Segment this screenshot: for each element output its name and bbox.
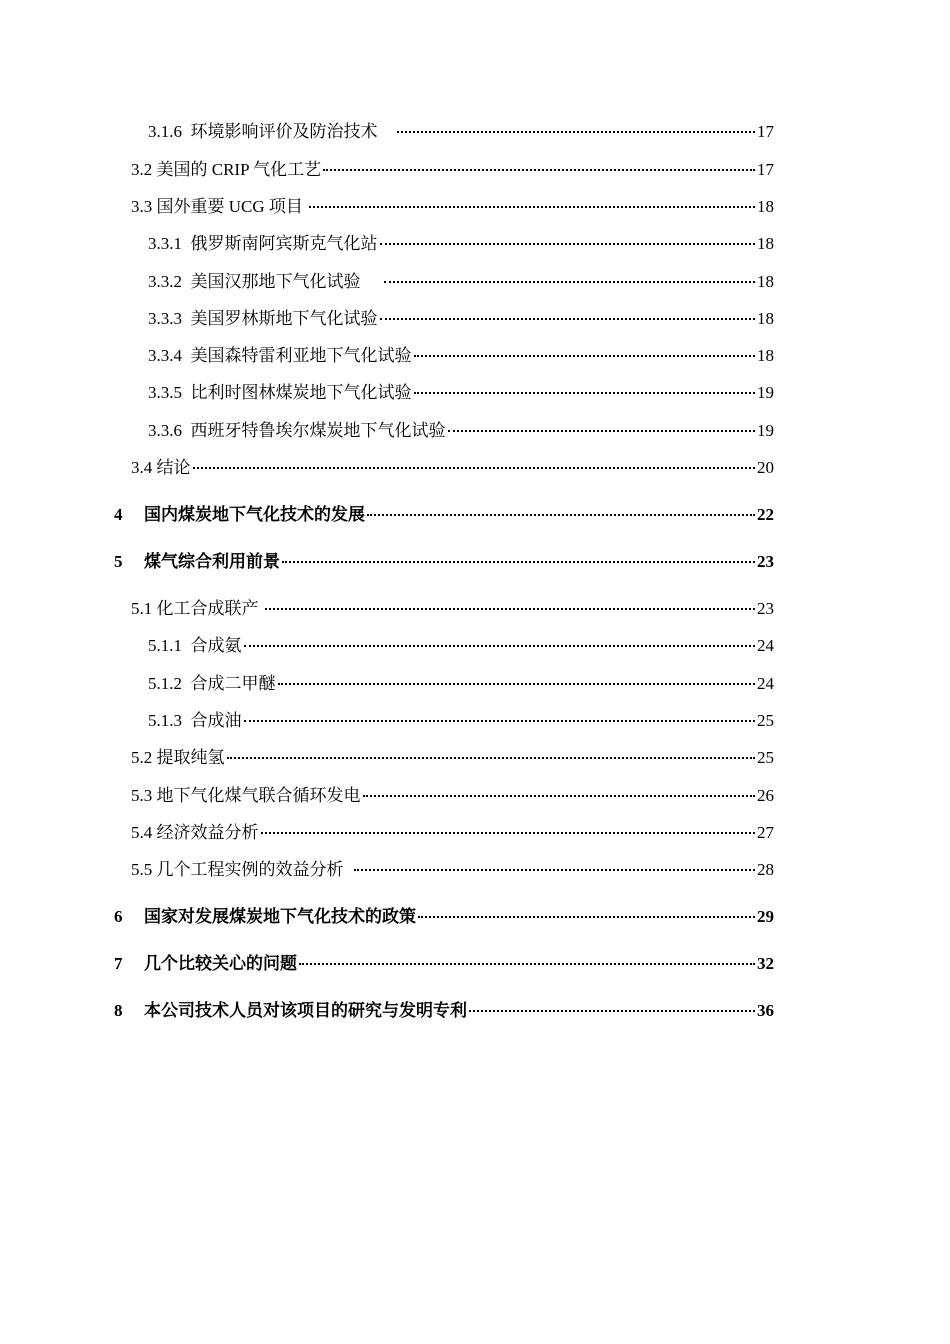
- toc-entry-3-3-3: [148, 308, 774, 330]
- toc-page-number: 27: [757, 823, 774, 842]
- toc-entry-5-2: [131, 747, 774, 769]
- toc-title: 本公司技术人员对该项目的研究与发明专利: [144, 1001, 467, 1020]
- toc-title: 经济效益分析: [156, 823, 259, 842]
- toc-page-number: 18: [757, 309, 774, 328]
- toc-number: 3.4: [131, 458, 153, 477]
- toc-entry-3-4: [131, 457, 774, 479]
- leader-dots: [367, 514, 755, 516]
- toc-title: 美国罗林斯地下气化试验: [190, 309, 378, 328]
- leader-dots: [278, 683, 756, 685]
- toc-number: 5.1.1: [148, 636, 182, 655]
- toc-page-number: 22: [757, 505, 774, 524]
- toc-page-number: 24: [757, 674, 774, 693]
- toc-page-number: 18: [757, 272, 774, 291]
- toc-page-number: 25: [757, 748, 774, 767]
- toc-title: 国家对发展煤炭地下气化技术的政策: [144, 907, 416, 926]
- toc-page-number: 19: [757, 421, 774, 440]
- leader-dots: [244, 645, 756, 647]
- toc-number: 3.2: [131, 160, 153, 179]
- toc-title: 比利时图林煤炭地下气化试验: [190, 383, 412, 402]
- toc-number: 5.1.3: [148, 711, 182, 730]
- leader-dots: [414, 355, 756, 357]
- toc-page-number: 20: [757, 458, 774, 477]
- toc-title: 美国的 CRIP 气化工艺: [156, 160, 322, 179]
- toc-page-number: 25: [757, 711, 774, 730]
- toc-page-number: 24: [757, 636, 774, 655]
- toc-number: 5: [114, 552, 123, 571]
- toc-entry-5-5: [131, 859, 774, 881]
- leader-dots: [309, 206, 755, 208]
- toc-number: 5.5: [131, 860, 153, 879]
- toc-entry-5-1-1: [148, 635, 774, 657]
- toc-entry-5-4: [131, 822, 774, 844]
- leader-dots: [193, 467, 756, 469]
- leader-dots: [363, 795, 756, 797]
- toc-page-number: 29: [757, 907, 774, 926]
- toc-chapter-8: [114, 1000, 774, 1022]
- toc-chapter-4: [114, 504, 774, 526]
- toc-number: 3.3.1: [148, 234, 182, 253]
- toc-page-number: 26: [757, 786, 774, 805]
- toc-title: 美国汉那地下气化试验: [190, 272, 361, 291]
- toc-number: 3.1.6: [148, 122, 182, 141]
- toc-number: 5.3: [131, 786, 153, 805]
- leader-dots: [354, 869, 755, 871]
- toc-entry-5-1-2: [148, 673, 774, 695]
- toc-title: 西班牙特鲁埃尔煤炭地下气化试验: [190, 421, 446, 440]
- toc-title: 国内煤炭地下气化技术的发展: [144, 505, 365, 524]
- toc-entry-5-1: [131, 598, 774, 620]
- leader-dots: [227, 757, 756, 759]
- toc-number: 3.3.6: [148, 421, 182, 440]
- leader-dots: [323, 169, 755, 171]
- toc-title: 煤气综合利用前景: [144, 552, 280, 571]
- toc-entry-3-3-4: [148, 345, 774, 367]
- toc-entry-3-1-6: [148, 121, 774, 143]
- toc-entry-5-1-3: [148, 710, 774, 732]
- toc-title: 提取纯氢: [156, 748, 225, 767]
- toc-page-number: 28: [757, 860, 774, 879]
- toc-title: 化工合成联产: [156, 599, 259, 618]
- toc-number: 5.1.2: [148, 674, 182, 693]
- leader-dots: [261, 832, 756, 834]
- toc-title: 国外重要 UCG 项目: [156, 197, 303, 216]
- toc-page-number: 32: [757, 954, 774, 973]
- toc-title: 合成氨: [190, 636, 242, 655]
- toc-number: 3.3.4: [148, 346, 182, 365]
- leader-dots: [380, 243, 756, 245]
- toc-chapter-7: [114, 953, 774, 975]
- toc-number: 4: [114, 505, 123, 524]
- toc-chapter-6: [114, 906, 774, 928]
- leader-dots: [418, 916, 755, 918]
- toc-page-number: 18: [757, 346, 774, 365]
- toc-number: 3.3.3: [148, 309, 182, 328]
- toc-number: 3.3.5: [148, 383, 182, 402]
- toc-title: 环境影响评价及防治技术: [190, 122, 378, 141]
- toc-number: 7: [114, 954, 123, 973]
- toc-number: 6: [114, 907, 123, 926]
- leader-dots: [397, 131, 756, 133]
- toc-number: 5.2: [131, 748, 153, 767]
- leader-dots: [448, 430, 756, 432]
- toc-title: 几个比较关心的问题: [144, 954, 297, 973]
- toc-page-number: 23: [757, 599, 774, 618]
- toc-title: 地下气化煤气联合循环发电: [156, 786, 361, 805]
- leader-dots: [282, 561, 755, 563]
- toc-number: 5.4: [131, 823, 153, 842]
- toc-page-number: 19: [757, 383, 774, 402]
- toc-number: 5.1: [131, 599, 153, 618]
- toc-number: 3.3: [131, 197, 153, 216]
- toc-page-number: 18: [757, 234, 774, 253]
- toc-title: 合成二甲醚: [190, 674, 276, 693]
- toc-entry-5-3: [131, 785, 774, 807]
- toc-entry-3-3-1: [148, 233, 774, 255]
- toc-entry-3-3-5: [148, 382, 774, 404]
- toc-entry-3-3: [131, 196, 774, 218]
- toc-page-number: 18: [757, 197, 774, 216]
- toc-number: 8: [114, 1001, 123, 1020]
- leader-dots: [265, 608, 755, 610]
- toc-title: 结论: [156, 458, 191, 477]
- toc-page-number: 23: [757, 552, 774, 571]
- toc-page-number: 17: [757, 122, 774, 141]
- leader-dots: [244, 720, 756, 722]
- toc-entry-3-3-2: [148, 271, 774, 293]
- leader-dots: [299, 963, 755, 965]
- toc-title: 俄罗斯南阿宾斯克气化站: [190, 234, 378, 253]
- toc-title: 合成油: [190, 711, 242, 730]
- leader-dots: [384, 281, 755, 283]
- leader-dots: [469, 1010, 755, 1012]
- toc-title: 几个工程实例的效益分析: [156, 860, 344, 879]
- toc-entry-3-2: [131, 159, 774, 181]
- leader-dots: [414, 392, 756, 394]
- toc-title: 美国森特雷利亚地下气化试验: [190, 346, 412, 365]
- toc-entry-3-3-6: [148, 420, 774, 442]
- toc-page-number: 17: [757, 160, 774, 179]
- toc-page-number: 36: [757, 1001, 774, 1020]
- toc-chapter-5: [114, 551, 774, 573]
- toc-number: 3.3.2: [148, 272, 182, 291]
- leader-dots: [380, 318, 756, 320]
